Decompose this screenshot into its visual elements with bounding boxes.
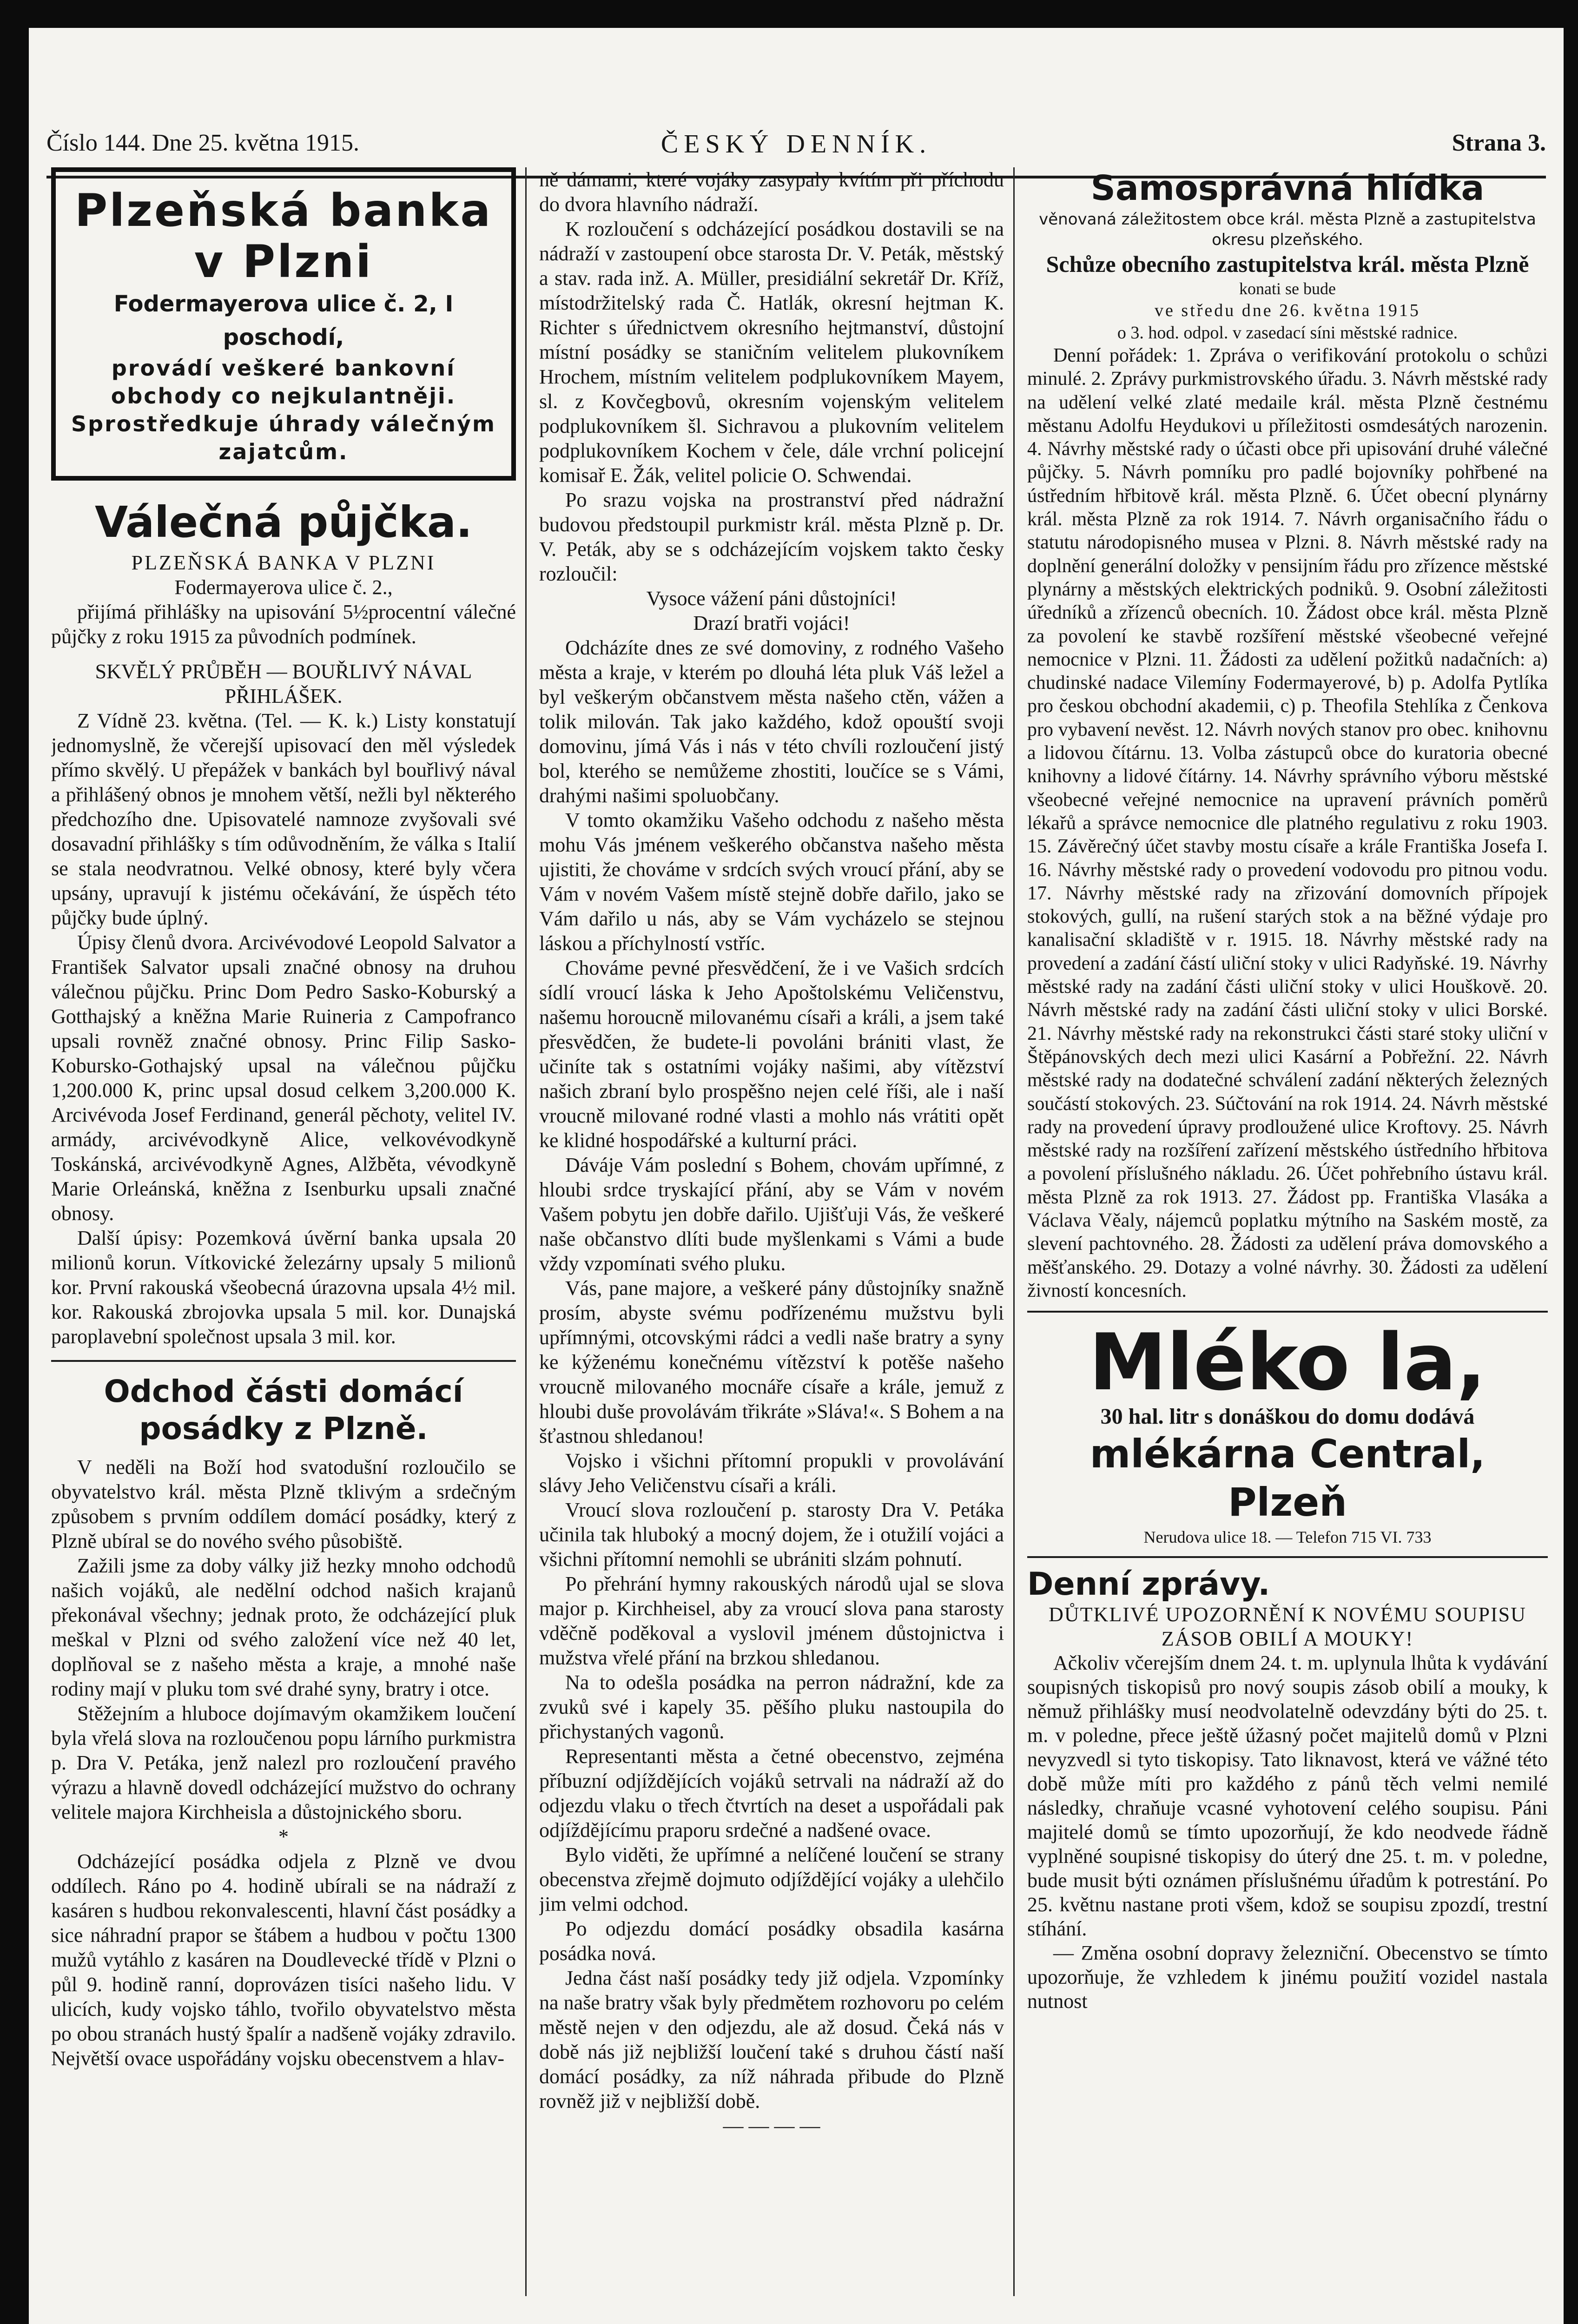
- article-paragraph: Na to odešla posádka na perron nádražní, kde za zvuků své i kapely 35. pěšího pluku nastoupila do přichystaných vagonů.: [539, 1671, 1004, 1743]
- news-paragraph: Ačkoliv včerejším dnem 24. t. m. uplynula lhůta k vydávání soupisných tiskopisů pro nový soupis zásob obilí a mouky, k němuž přihlášky musí neodvolatelně odevzdány býti do 25. t. m. v poledne, přece ještě úžasný počet majitelů domů v Plzni nevyzvedl si tyto tiskopisy. Tato liknavost, která ve vážné této době může míti pro každého z pánů těch velmi nemilé následky, chraňuje vcasné vyhotovení celého soupisu. Páni majitelé domů se tímto upozorňují, že kdo neodvede řádně vyplněné soupisné tiskopisy do úterý dne 25. t. m. v poledne, bude musit býti oznámen příslušnému úřadům k potrestání. Po 25. květnu nastane proti všem, kdož se soupisu zpozdí, trestní stíhání.: [1027, 1651, 1548, 1941]
- article-end-mark: — — — —: [723, 2114, 820, 2137]
- article-paragraph: Chováme pevné přesvědčení, že i ve Vašich srdcích sídlí vroucí láska k Jeho Apoštolskému Veličenstvu, našemu horoucně milovanému císaři a králi, a jsem také přesvědčen, že budete-li povoláni brániti vlast, že učiníte tak s ostatními vojáky našimi, aby vítězství našich zbraní bylo prospěšno nejen celé říši, ale i naší vroucně milované rodné vlasti a mohlo nás vrátiti opět ke klidné hospodářské a kulturní práci.: [539, 957, 1004, 1152]
- meeting-time: o 3. hod. odpol. v zasedací síni městské radnice.: [1117, 323, 1458, 343]
- column-2: [539, 167, 1004, 2319]
- article-paragraph: Vás, pane majore, a veškeré pány důstojníky snažně prosím, abyste svému podřízenému mužstvu byli upřímnými, otcovskými rádci a vedli naše bratry a syny ke kýženému konečnému vítězství k potěše našeho vroucně milovaného mocnáře císaře a krále, jemuž z hloubi duše provolávám třikráte »Sláva!«. S Bohem a na šťastnou shledanou!: [539, 1277, 1004, 1447]
- article-paragraph: Jedna část naší posádky tedy již odjela. Vzpomínky na naše bratry však byly předmětem rozhovoru po celém městě nejen v den odjezdu, ale až dosud. Čeká nás v době nás již nejbližší loučení také s druhou částí naší domácí posádky, za níž náhrada přibude do Plzně rovněž již v nejbližší době.: [539, 1967, 1004, 2113]
- article-paragraph: Zažili jsme za doby války již hezky mnoho odchodů našich vojáků, ale nedělní odchod našich krajanů překonával všechny; jednak proto, že odcházející pluk meškal v Plzni od svého založení více než 40 let, doplňoval se z našeho města a kraje, a mnohé naše rodiny mají v pluku tom své drahé syny, bratry i otce.: [51, 1554, 516, 1700]
- bank-ad-city: v Plzni: [194, 236, 373, 288]
- article-paragraph: Další úpisy: Pozemková úvěrní banka upsala 20 milionů korun. Vítkovické železárny upsaly 5 milionů kor. První rakouská všeobecná úrazovna upsala 4½ mil. kor. Rakouská zbrojovka upsala 5 mil. kor. Dunajská paroplavební společnost upsala 3 mil. kor.: [51, 1227, 516, 1348]
- loan-text: přijímá přihlášky na upisování 5½procentní válečné půjčky z roku 1915 za původních podmínek.: [51, 601, 516, 648]
- salutation: Drazí bratři vojáci!: [693, 612, 850, 634]
- column-3: [1027, 167, 1548, 2319]
- page-number: Strana 3.: [1452, 130, 1546, 156]
- article-paragraph: V tomto okamžiku Vašeho odchodu z našeho města mohu Vás jménem veškerého občanstva našeho města ujistiti, že chováme v srdcích svých vroucí přání, aby se Vám v novém Vašem místě stejně dobře dařilo, jako se Vám dařilo u nás, aby se Vám vycházelo se stejnou láskou a příchylností vstříc.: [539, 809, 1004, 955]
- success-heading: SKVĚLÝ PRŮBĚH — BOUŘLIVÝ NÁVAL PŘIHLÁŠEK.: [95, 660, 472, 707]
- article-paragraph: Dáváje Vám poslední s Bohem, chovám upřímné, z hloubi srdce tryskající přání, aby se Vám v novém Vašem pobytu jen dobře dařilo. Ujišťuji Vás, že veškeré naše občanstvo dlíti bude myšlenkami s Vámi a bude vždy vzpomínati svého pluku.: [539, 1154, 1004, 1275]
- article-paragraph: Vojsko i všichni přítomní propukli v provolávání slávy Jeho Veličenstvu císaři a králi.: [539, 1449, 1004, 1497]
- bank-advertisement: [51, 167, 516, 481]
- column-divider: [525, 167, 527, 2296]
- column-divider: [1013, 167, 1015, 2296]
- milk-ad-dairy: mlékárna Central, Plzeň: [1089, 1431, 1486, 1525]
- column-1: [51, 167, 516, 2319]
- article-paragraph: ně dámami, které vojáky zasypaly kvítím při příchodu do dvora hlavního nádraží.: [539, 168, 1004, 216]
- article-paragraph: Po odjezdu domácí posádky obsadila kasárna posádka nová.: [539, 1917, 1004, 1965]
- separator-star: *: [278, 1825, 289, 1848]
- section-rule: [1027, 1556, 1548, 1558]
- loan-title: Válečná půjčka.: [95, 497, 472, 547]
- bank-ad-address: Fodermayerova ulice č. 2, I poschodí,: [113, 291, 454, 350]
- article-paragraph: Odcházející posádka odjela z Plzně ve dvou oddílech. Ráno po 4. hodině ubírali se na nádraží z kasáren s hudbou rekonvalescenti, hlavní část posádky a sice náhradní prapor se štábem a hudbou v počtu 1300 mužů vytáhlo z kasáren na Doudlevecké třídě v Plzni o půl 9. hodině ranní, doprovázen tisíci našeho lidu. V ulicích, kudy vojsko táhlo, tvořilo obyvatelstvo města po obou stranách hustý špalír a nadšeně vojáky zdravilo. Největší ovace uspořádány vojsku obecenstvem a hlav-: [51, 1850, 516, 2070]
- bank-ad-services: provádí veškeré bankovní obchody co nejkulantněji.: [111, 356, 456, 409]
- milk-ad-title: Mléko la,: [1089, 1317, 1486, 1408]
- milk-ad-price: 30 hal. litr s donáškou do domu dodává: [1100, 1404, 1475, 1429]
- meeting-date: ve středu dne 26. května 1915: [1155, 301, 1420, 320]
- masthead: ČESKÝ DENNÍK.: [660, 130, 932, 158]
- meeting-held: konati se bude: [1239, 279, 1336, 298]
- news-paragraph: — Změna osobní dopravy železniční. Obecenstvo se tímto upozorňuje, že vzhledem k jinému použití vozidel nastala nutnost: [1027, 1941, 1548, 2013]
- section-title: Samosprávná hlídka: [1090, 168, 1485, 208]
- news-title: Denní zprávy.: [1027, 1566, 1270, 1603]
- bank-ad-name: Plzeňská banka: [74, 185, 493, 237]
- article-paragraph: Representanti města a četné obecenstvo, zejména příbuzní odjíždějících vojáků setrvali na nádraží až do odjezdu vlaku o třech čtvrtích na deset a uspořádali pak odjíždějícímu praporu srdečné a nadšené ovace.: [539, 1745, 1004, 1842]
- article-paragraph: V neděli na Boží hod svatodušní rozloučilo se obyvatelstvo král. města Plzně tklivým a srdečným způsobem s prvním oddílem domácí posádky, který z Plzně ubíral se do nového svého působiště.: [51, 1456, 516, 1552]
- section-rule: [1027, 1311, 1548, 1313]
- article-paragraph: Po srazu vojska na prostranství před nádražní budovou předstoupil purkmistr král. města Plzně p. Dr. V. Peták, aby se s odcházejícím vojskem takto česky rozloučil:: [539, 489, 1004, 585]
- article-paragraph: Z Vídně 23. května. (Tel. — K. k.) Listy konstatují jednomyslně, že včerejší upisovací den měl výsledek přímo skvělý. U přepážek v bankách byl bouřlivý nával a přihlášený obnos je mnohem větší, nežli byl některého předchozího dne. Upisovatelé namnoze zvyšovali své dosavadní přihlášky s tím odůvodněním, že válka s Italií se stala neodvratnou. Velké obnosy, které byly včera upsány, upravují k jistému očekávání, že úspěch této půjčky bude úplný.: [51, 709, 516, 929]
- loan-bank: PLZEŇSKÁ BANKA V PLZNI: [131, 551, 436, 574]
- bank-ad-remittance: Sprostředkuje úhrady válečným zajatcům.: [71, 411, 496, 464]
- milk-ad-address: Nerudova ulice 18. — Telefon 715 VI. 733: [1143, 1528, 1432, 1547]
- loan-address: Fodermayerova ulice č. 2.,: [174, 576, 393, 599]
- section-rule: [51, 1360, 516, 1362]
- news-heading: DŮTKLIVÉ UPOZORNĚNÍ K NOVÉMU SOUPISU ZÁSOB OBILÍ A MOUKY!: [1049, 1603, 1526, 1651]
- article-paragraph: Po přehrání hymny rakouských národů ujal se slova major p. Kirchheisel, aby za vroucí slova pana starosty vděčně poděkoval a vyslovil jménem důstojnictva i mužstva vřelé přání na brzkou shledanou.: [539, 1572, 1004, 1669]
- salutation: Vysoce vážení páni důstojníci!: [646, 587, 897, 610]
- article-paragraph: Úpisy členů dvora. Arcivévodové Leopold Salvator a František Salvator upsali značné obnosy na druhou válečnou půjčku. Princ Dom Pedro Sasko-Koburský a Gotthajský a kněžna Marie Ruineria z Campofranco upsali rovněž značné obnosy. Princ Filip Sasko-Kobursko-Gothajský upsal na válečnou půjčku 1,200.000 K, princ upsal dosud celkem 3,200.000 K. Arcivévoda Josef Ferdinand, generál pěchoty, velitel IV. armády, arcivévodkyně Alice, velkovévodkyně Toskánská, arcivévodkyně Agnes, Alžběta, vévodkyně Marie Orleánská, kněžna z Isenburku upsali značné obnosy.: [51, 931, 516, 1225]
- meeting-heading: Schůze obecního zastupitelstva král. města Plzně: [1046, 251, 1529, 277]
- article-paragraph: Vroucí slova rozloučení p. starosty Dra V. Petáka učinila tak hluboký a mocný dojem, že i otužilí vojáci a všichni přítomní nemohli se ubrániti slzám pohnutí.: [539, 1499, 1004, 1571]
- article-paragraph: Bylo viděti, že upřímné a nelíčené loučení se strany obecenstva zřejmě dojmuto odjíždějící vojáky a ulehčilo jim velmi odchod.: [539, 1843, 1004, 1915]
- section-subtitle: věnovaná záležitostem obce král. města Plzně a zastupitelstva okresu plzeňského.: [1039, 210, 1536, 249]
- article-paragraph: Odcházíte dnes ze své domoviny, z rodného Vašeho města a kraje, v kterém po dlouhá léta pluk Váš ležel a byl veškerým občanstvem města našeho ctěn, vážen a tolik milován. Tak jako každého, kdož opouští svoji domovinu, jímá Vás i nás v této chvíli rozloučení jistý bol, kterého se nemůžeme zhostiti, loučíce se s Vámi, drahými našimi spoluobčany.: [539, 636, 1004, 807]
- page-header: [46, 102, 1546, 156]
- departure-title: Odchod části domácí posádky z Plzně.: [104, 1373, 463, 1446]
- newspaper-page: [29, 28, 1564, 2324]
- milk-advertisement: [1027, 1317, 1548, 1548]
- issue-info: Číslo 144. Dne 25. května 1915.: [46, 130, 360, 156]
- article-paragraph: K rozloučení s odcházející posádkou dostavili se na nádraží v zastoupení obce starosta Dr. V. Peták, městský a stav. rada inž. A. Müller, presidiální sekretář Dr. Kříž, místodržitelský rada Č. Hatlák, okresní hejtman K. Richter s úřednictvem okresního hejtmanství, důstojní místní posádky se staničním velitelem plukovníkem Hrochem, místním velitelem podplukovníkem Mayem, sl. z Kovčegbovů, okresním vojenským velitelem podplukovníkem šl. Sichravou a plukovním velitelem podplukovníkem Kochem v čele, dále vrchní policejní komisař E. Žák, velitel policie O. Schwendai.: [539, 218, 1004, 487]
- meeting-agenda: Denní pořádek: 1. Zpráva o verifikování protokolu o schůzi minulé. 2. Zprávy purkmistrovského úřadu. 3. Návrh městské rady na udělení velké zlaté medaile král. města Plzně čestnému městanu Adolfu Heydukovi u příležitosti osmdesátých narozenin. 4. Návrhy městské rady o účasti obce při upisování druhé válečné půjčky. 5. Návrh pomníku pro padlé bojovníky pohřbené na ústředním hřbitově král. města Plzně. 6. Účet obecní plynárny král. města Plzně za rok 1914. 7. Návrh organisačního řádu o statutu národopisného musea v Plzni. 8. Návrh městské rady na doplnění generální doložky v pensijním řádu pro zřízence městské plynárny a městských elektrických podniků. 9. Osobní záležitosti úředníků a zřízenců obecních. 10. Žádost obce král. města Plzně za povolení ke stavbě rozšíření městské všeobecné veřejné nemocnice v Plzni. 11. Žádosti za udělení požitků nadačních: a) chudinské nadace Vilemíny Fodermayerové, b) p. Adolfa Pytlíka pro českou obchodní akademii, c) p. Theofila Stehlíka z Čenkova pro vybavení nevěst. 12. Návrh nových stanov pro obec. knihovnu a lidovou čítárnu. 13. Volba zástupců obce do kuratoria obecné knihovny a lidové čítárny. 14. Návrhy správního výboru městské všeobecné veřejné nemocnice na upravení právních poměrů lékařů a správce nemocnice dle platného regulativu z roku 1903. 15. Závěrečný účet stavby mostu císaře a krále Františka Josefa I. 16. Návrhy městské rady o provedení vodovodu pro pitnou vodu. 17. Návrhy městské rady na zřizování domovních přípojek stokových, gullí, na rušení starých stok a na běžné výdaje pro kanalisační skladiště v r. 1915. 18. Návrhy městské rady na provedení a zadání částí uliční stoky v ulici Radyňské. 19. Návrhy městské rady na zadání části uliční stoky v ulici Houškově. 20. Návrh městské rady na zadání části uliční stoky v ulici Borské. 21. Návrhy městské rady na rekonstrukci části staré stoky uliční v Štěpánovských dech mezi ulici Kasární a Pobřežní. 22. Návrh městské rady na dodatečné schválení zadání některých železných součástí stokových. 23. Súčtování na rok 1914. 24. Návrh městské rady na provedení úpravy prodloužené ulice Kroftovy. 25. Návrh městské rady na rozšíření zařízení městského ústředního hřbitova a povolení příslušného nákladu. 26. Účet pohřebního ústavu král. města Plzně za rok 1913. 27. Žádost pp. Františka Vlasáka a Václava Věaly, nájemců poplatku mýtního na Saském mostě, za slevení pachtovného. 28. Žádosti za udělení práva domovského a měšťanského. 29. Dotazy a volné návrhy. 30. Žádosti za udělení živností koncesních.: [1027, 345, 1548, 1301]
- article-paragraph: Stěžejním a hluboce dojímavým okamžikem loučení byla vřelá slova na rozloučenou popu lárního purkmistra p. Dra V. Petáka, jenž nalezl pro rozloučení pravého výrazu a hlavně dovedl odcházející mužstvo do ochrany velitele majora Kirchheisla a důstojnického sboru.: [51, 1702, 516, 1823]
